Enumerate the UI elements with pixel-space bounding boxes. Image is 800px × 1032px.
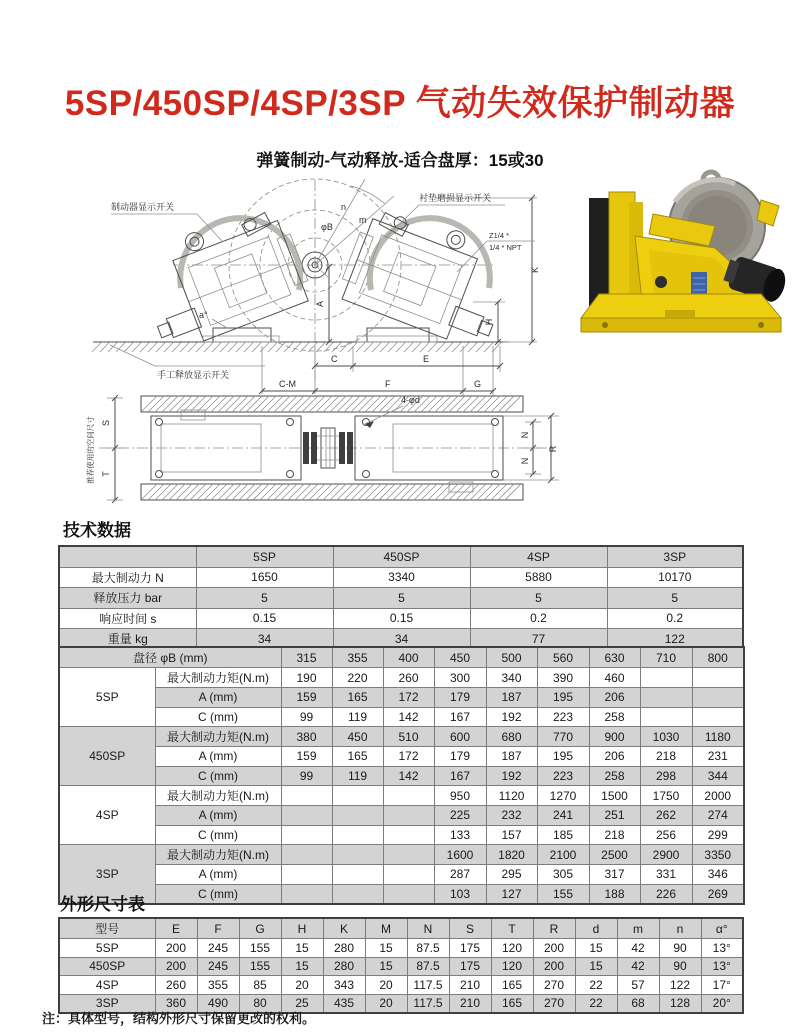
table-cell: 20 [365, 976, 407, 995]
table-cell: 269 [692, 884, 744, 904]
tech-data-heading: 技术数据 [63, 521, 131, 540]
table-cell: 13° [701, 957, 743, 976]
corner-cell [59, 546, 196, 567]
table-cell: 15 [281, 957, 323, 976]
table-cell: 142 [383, 707, 434, 727]
table-cell: 128 [659, 994, 701, 1013]
table-cell: 218 [640, 747, 692, 767]
dim-N-lower: N [520, 457, 530, 465]
torque-row [59, 688, 744, 708]
table-cell: 179 [434, 688, 486, 708]
column-header: G [239, 918, 281, 939]
table-cell: 34 [333, 629, 470, 650]
table-cell: 165 [491, 976, 533, 995]
column-header: R [533, 918, 575, 939]
table-cell: 0.15 [333, 608, 470, 629]
table-cell: 15 [575, 957, 617, 976]
model-cell: 5SP [59, 939, 155, 958]
table-cell: 770 [537, 727, 589, 747]
table-cell: 99 [281, 707, 332, 727]
table-cell: 117.5 [407, 976, 449, 995]
column-header: m [617, 918, 659, 939]
table-cell: 299 [692, 825, 744, 845]
table-cell: 15 [281, 939, 323, 958]
table-cell [281, 884, 332, 904]
disc-diameter-header: 盘径 φB (mm) [59, 647, 281, 668]
model-cell: 4SP [59, 786, 155, 845]
page-title: 5SP/450SP/4SP/3SP 气动失效保护制动器 [64, 84, 736, 123]
table-cell [281, 806, 332, 826]
table-cell: 260 [155, 976, 197, 995]
table-cell [383, 884, 434, 904]
manual-release-switch-label: 手工释放显示开关 [157, 370, 230, 380]
table-cell: 167 [434, 766, 486, 786]
table-cell: 206 [589, 747, 640, 767]
table-cell: 159 [281, 747, 332, 767]
table-cell [692, 688, 744, 708]
table-cell: 231 [692, 747, 744, 767]
dim-F: F [385, 379, 391, 389]
row-label: C (mm) [155, 884, 281, 904]
column-header: 355 [332, 647, 383, 668]
table-cell: 15 [365, 939, 407, 958]
table-cell: 260 [383, 668, 434, 688]
column-header: 4SP [470, 546, 607, 567]
table-cell: 200 [533, 957, 575, 976]
table-cell: 258 [589, 707, 640, 727]
table-cell: 0.2 [470, 608, 607, 629]
torque-row [59, 786, 744, 806]
column-header: d [575, 918, 617, 939]
table-cell: 13° [701, 939, 743, 958]
torque-row [59, 766, 744, 786]
ground-hatch [92, 343, 501, 353]
table-cell [692, 707, 744, 727]
column-header: S [449, 918, 491, 939]
dim-a-deg: a° [199, 310, 208, 320]
row-label: 释放压力 bar [59, 588, 196, 609]
table-cell: 1120 [486, 786, 537, 806]
technical-data-table [58, 545, 744, 651]
torque-row [59, 845, 744, 865]
torque-row [59, 668, 744, 688]
table-cell: 190 [281, 668, 332, 688]
table-cell: 360 [155, 994, 197, 1013]
table-cell: 270 [533, 976, 575, 995]
brake-switch-label: 制动器显示开关 [111, 202, 175, 212]
table-cell: 1180 [692, 727, 744, 747]
table-cell: 245 [197, 957, 239, 976]
column-header: 630 [589, 647, 640, 668]
column-header: M [365, 918, 407, 939]
table-cell: 0.2 [607, 608, 743, 629]
table-cell: 192 [486, 766, 537, 786]
table-cell [383, 786, 434, 806]
table-cell: 185 [537, 825, 589, 845]
table-cell: 600 [434, 727, 486, 747]
table-cell: 1750 [640, 786, 692, 806]
table-cell [383, 865, 434, 885]
column-header: n [659, 918, 701, 939]
table-cell: 77 [470, 629, 607, 650]
table-cell: 344 [692, 766, 744, 786]
column-header: 710 [640, 647, 692, 668]
product-photo [565, 162, 795, 334]
table-cell: 435 [323, 994, 365, 1013]
dims-row [59, 957, 743, 976]
table-cell: 179 [434, 747, 486, 767]
table-cell: 22 [575, 976, 617, 995]
technical-drawing [85, 170, 565, 515]
table-cell: 5 [333, 588, 470, 609]
table-cell: 200 [533, 939, 575, 958]
overall-dimensions-table [58, 917, 744, 1014]
table-cell: 317 [589, 865, 640, 885]
table-cell: 20 [281, 976, 323, 995]
column-header: K [323, 918, 365, 939]
table-cell: 42 [617, 957, 659, 976]
column-header: 3SP [607, 546, 743, 567]
dim-G: G [474, 379, 482, 389]
table-cell: 103 [434, 884, 486, 904]
column-header: E [155, 918, 197, 939]
dims-row [59, 976, 743, 995]
table-cell: 225 [434, 806, 486, 826]
space-note-label: 推荐使用的空间尺寸 [86, 416, 95, 484]
table-cell: 270 [533, 994, 575, 1013]
torque-row [59, 747, 744, 767]
table-cell [281, 786, 332, 806]
table-cell: 90 [659, 957, 701, 976]
dim-K: K [530, 266, 540, 274]
table-cell [383, 825, 434, 845]
row-label: A (mm) [155, 806, 281, 826]
photo-base [581, 294, 781, 332]
table-cell: 34 [196, 629, 333, 650]
tech-row [59, 588, 743, 609]
model-cell: 450SP [59, 957, 155, 976]
table-cell: 17° [701, 976, 743, 995]
dim-m: m [359, 215, 367, 225]
table-cell: 245 [197, 939, 239, 958]
table-cell: 226 [640, 884, 692, 904]
dims-header-row [59, 918, 743, 939]
table-cell [332, 806, 383, 826]
table-cell [640, 688, 692, 708]
dimensions-heading: 外形尺寸表 [60, 895, 145, 914]
table-cell: 117.5 [407, 994, 449, 1013]
npt-bottom-label: 1/4 * NPT [489, 243, 522, 252]
table-cell: 256 [640, 825, 692, 845]
table-cell: 155 [239, 957, 281, 976]
table-cell: 287 [434, 865, 486, 885]
table-cell: 120 [491, 957, 533, 976]
torque-row [59, 707, 744, 727]
column-header: 450SP [333, 546, 470, 567]
torque-row [59, 865, 744, 885]
table-cell [332, 786, 383, 806]
table-cell: 133 [434, 825, 486, 845]
table-cell: 1500 [589, 786, 640, 806]
column-header: H [281, 918, 323, 939]
table-cell: 187 [486, 688, 537, 708]
table-cell: 2900 [640, 845, 692, 865]
table-cell: 280 [323, 957, 365, 976]
table-cell: 159 [281, 688, 332, 708]
column-header: 5SP [196, 546, 333, 567]
table-cell: 390 [537, 668, 589, 688]
table-cell: 165 [332, 747, 383, 767]
dim-N-upper: N [520, 431, 530, 439]
model-cell: 3SP [59, 994, 155, 1013]
table-cell [332, 865, 383, 885]
table-cell: 122 [659, 976, 701, 995]
table-cell: 175 [449, 957, 491, 976]
table-cell: 300 [434, 668, 486, 688]
row-label: C (mm) [155, 707, 281, 727]
table-cell: 3350 [692, 845, 744, 865]
row-label: 响应时间 s [59, 608, 196, 629]
table-cell: 22 [575, 994, 617, 1013]
table-cell [281, 865, 332, 885]
table-cell: 950 [434, 786, 486, 806]
dim-phiB: φB [321, 222, 333, 232]
table-cell [383, 845, 434, 865]
table-cell: 142 [383, 766, 434, 786]
column-header: F [197, 918, 239, 939]
table-cell: 167 [434, 707, 486, 727]
table-cell [281, 825, 332, 845]
torque-row [59, 825, 744, 845]
table-cell: 2500 [589, 845, 640, 865]
table-cell [281, 845, 332, 865]
npt-top-label: Z1/4 * [489, 231, 510, 240]
lining-wear-switch-label: 衬垫磨损显示开关 [419, 193, 492, 203]
row-label: A (mm) [155, 865, 281, 885]
table-cell: 241 [537, 806, 589, 826]
table-cell: 1030 [640, 727, 692, 747]
row-label: 最大制动力矩(N.m) [155, 786, 281, 806]
table-cell: 175 [449, 939, 491, 958]
dim-n: n [341, 202, 347, 212]
table-cell: 346 [692, 865, 744, 885]
table-cell: 157 [486, 825, 537, 845]
table-cell: 119 [332, 707, 383, 727]
table-cell: 340 [486, 668, 537, 688]
table-cell: 42 [617, 939, 659, 958]
table-cell: 172 [383, 688, 434, 708]
tech-row [59, 567, 743, 588]
table-cell: 510 [383, 727, 434, 747]
model-cell: 450SP [59, 727, 155, 786]
table-cell: 119 [332, 766, 383, 786]
table-cell: 15 [575, 939, 617, 958]
column-header: 型号 [59, 918, 155, 939]
column-header: 560 [537, 647, 589, 668]
column-header: 450 [434, 647, 486, 668]
table-cell: 5 [607, 588, 743, 609]
table-cell: 1270 [537, 786, 589, 806]
table-cell: 5 [196, 588, 333, 609]
table-cell: 223 [537, 766, 589, 786]
table-cell: 68 [617, 994, 659, 1013]
dim-CM: C-M [279, 379, 296, 389]
table-cell: 85 [239, 976, 281, 995]
table-cell: 380 [281, 727, 332, 747]
torque-row [59, 727, 744, 747]
table-cell: 20° [701, 994, 743, 1013]
table-cell: 355 [197, 976, 239, 995]
table-cell: 206 [589, 688, 640, 708]
tech-row [59, 608, 743, 629]
row-label: A (mm) [155, 688, 281, 708]
table-cell: 195 [537, 688, 589, 708]
table-cell: 200 [155, 957, 197, 976]
row-label: 最大制动力 N [59, 567, 196, 588]
table-cell: 87.5 [407, 939, 449, 958]
plan-view [85, 395, 559, 500]
table-cell: 187 [486, 747, 537, 767]
table-cell: 305 [537, 865, 589, 885]
table-cell: 155 [537, 884, 589, 904]
table-cell [332, 845, 383, 865]
table-cell: 210 [449, 976, 491, 995]
table-cell: 0.15 [196, 608, 333, 629]
table-cell: 1600 [434, 845, 486, 865]
row-label: C (mm) [155, 825, 281, 845]
dim-E: E [423, 354, 430, 364]
table-cell: 195 [537, 747, 589, 767]
row-label: A (mm) [155, 747, 281, 767]
dim-A: A [315, 300, 325, 308]
table-cell: 218 [589, 825, 640, 845]
dim-R: R [548, 445, 558, 453]
table-cell: 251 [589, 806, 640, 826]
front-view [92, 179, 540, 396]
dim-T: T [101, 471, 111, 477]
table-cell: 1650 [196, 567, 333, 588]
column-header: 500 [486, 647, 537, 668]
table-cell: 450 [332, 727, 383, 747]
model-cell: 3SP [59, 845, 155, 905]
torque-by-disc-diameter-table [58, 646, 745, 905]
table-cell: 25 [281, 994, 323, 1013]
table-cell: 220 [332, 668, 383, 688]
table-cell: 900 [589, 727, 640, 747]
table-cell: 80 [239, 994, 281, 1013]
table-cell: 460 [589, 668, 640, 688]
table-cell: 87.5 [407, 957, 449, 976]
model-cell: 5SP [59, 668, 155, 727]
table-cell: 15 [365, 957, 407, 976]
table-cell: 188 [589, 884, 640, 904]
table-cell: 165 [491, 994, 533, 1013]
table-cell: 120 [491, 939, 533, 958]
table-cell [332, 884, 383, 904]
table-cell: 1820 [486, 845, 537, 865]
table-cell: 5880 [470, 567, 607, 588]
table-cell: 223 [537, 707, 589, 727]
dim-S: S [101, 419, 111, 427]
dim-C: C [331, 354, 338, 364]
column-header: T [491, 918, 533, 939]
column-header: 800 [692, 647, 744, 668]
table-cell: 172 [383, 747, 434, 767]
table-cell: 343 [323, 976, 365, 995]
table-cell [640, 707, 692, 727]
table-cell: 200 [155, 939, 197, 958]
table-cell: 10170 [607, 567, 743, 588]
table-cell: 57 [617, 976, 659, 995]
table-cell: 165 [332, 688, 383, 708]
table-cell: 280 [323, 939, 365, 958]
table-cell: 258 [589, 766, 640, 786]
table-cell: 298 [640, 766, 692, 786]
table-cell: 210 [449, 994, 491, 1013]
table-cell: 3340 [333, 567, 470, 588]
table-cell: 295 [486, 865, 537, 885]
table-cell: 490 [197, 994, 239, 1013]
column-header: N [407, 918, 449, 939]
table-cell: 2100 [537, 845, 589, 865]
table-cell: 127 [486, 884, 537, 904]
row-label: 最大制动力矩(N.m) [155, 668, 281, 688]
torque-header-row [59, 647, 744, 668]
row-label: C (mm) [155, 766, 281, 786]
table-cell: 274 [692, 806, 744, 826]
column-header: 400 [383, 647, 434, 668]
dims-row [59, 939, 743, 958]
table-cell: 262 [640, 806, 692, 826]
column-header: 315 [281, 647, 332, 668]
table-cell: 99 [281, 766, 332, 786]
table-cell [383, 806, 434, 826]
table-cell: 90 [659, 939, 701, 958]
table-cell: 680 [486, 727, 537, 747]
torque-row [59, 806, 744, 826]
model-cell: 4SP [59, 976, 155, 995]
footer-note: 注：具体型号，结构外形尺寸保留更改的权利。 [42, 1011, 316, 1026]
table-cell: 192 [486, 707, 537, 727]
table-cell: 122 [607, 629, 743, 650]
table-cell: 2000 [692, 786, 744, 806]
row-label: 最大制动力矩(N.m) [155, 727, 281, 747]
holes-label: 4-φd [401, 395, 420, 405]
table-cell: 331 [640, 865, 692, 885]
page-subtitle: 弹簧制动-气动释放-适合盘厚：15或30 [256, 151, 544, 170]
column-header: α° [701, 918, 743, 939]
torque-row [59, 884, 744, 904]
row-label: 最大制动力矩(N.m) [155, 845, 281, 865]
table-cell: 232 [486, 806, 537, 826]
table-cell: 155 [239, 939, 281, 958]
table-cell [692, 668, 744, 688]
tech-header-row [59, 546, 743, 567]
table-cell [640, 668, 692, 688]
table-cell: 20 [365, 994, 407, 1013]
table-cell [332, 825, 383, 845]
row-label: 重量 kg [59, 629, 196, 650]
dim-H: H [484, 318, 494, 326]
table-cell: 5 [470, 588, 607, 609]
